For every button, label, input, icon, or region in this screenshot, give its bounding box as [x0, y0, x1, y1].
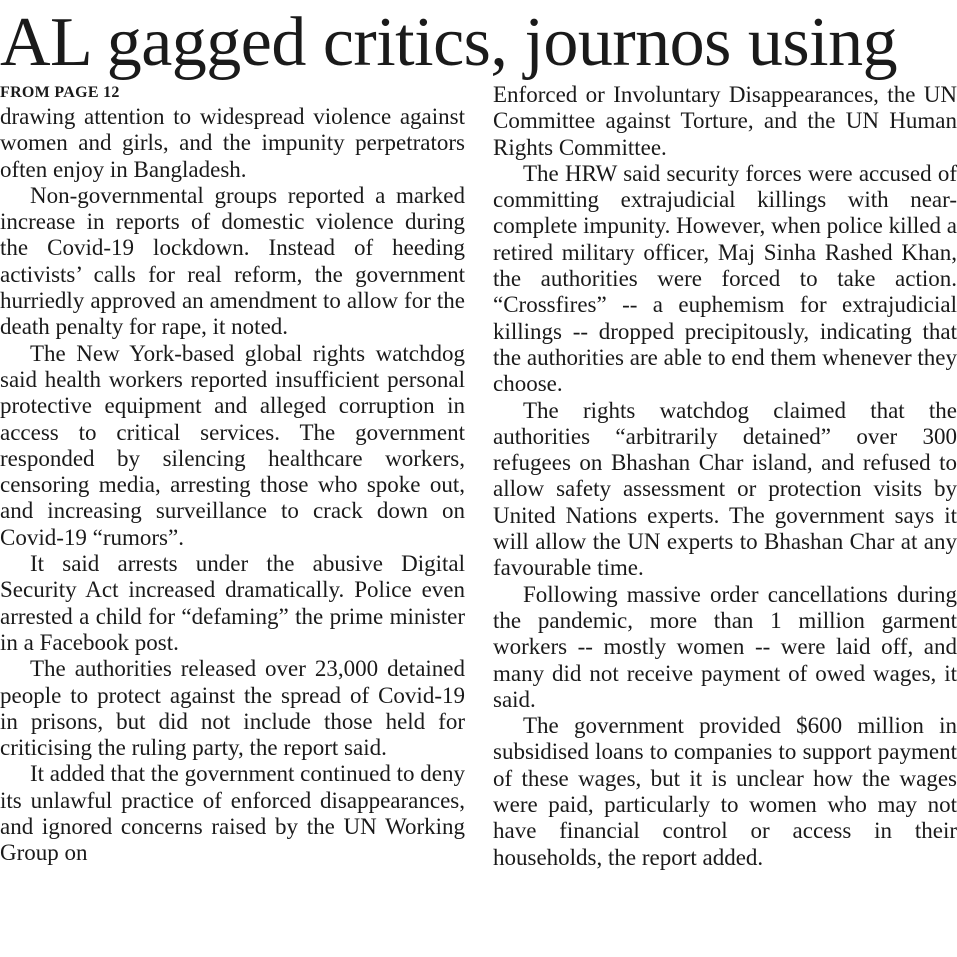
paragraph: Enforced or Involuntary Disappearances, the UN Committee against Torture, and the UN Human Rights Committee. — [493, 82, 957, 160]
paragraph: Following massive order cancellations during the pandemic, more than 1 million garment workers -- mostly women -- were laid off, and many did not receive payment of owed wages, it said. — [493, 581, 957, 712]
article-column-right — [493, 82, 957, 871]
paragraph: It said arrests under the abusive Digital Security Act increased dramatically. Police even arrested a child for “defaming” the prime minister in a Facebook post. — [0, 551, 465, 655]
article-headline: AL gagged critics, journos using — [0, 4, 898, 81]
paragraph: drawing attention to widespread violence against women and girls, and the impunity perpetrators often enjoy in Bangladesh. — [0, 104, 465, 182]
paragraph: The authorities released over 23,000 detained people to protect against the spread of Covid-19 in prisons, but did not include those held for criticising the ruling party, the report said. — [0, 656, 465, 761]
paragraph: The government provided $600 million in subsidised loans to companies to support payment of these wages, but it is unclear how the wages were paid, particularly to women who may not have financial control or access in their households, the report added. — [493, 713, 957, 870]
jump-line: FROM PAGE 12 — [0, 84, 120, 101]
paragraph: Non-governmental groups reported a marked increase in reports of domestic violence during the Covid-19 lockdown. Instead of heeding activists’ calls for real reform, the government hurriedly approved an amendment to allow for the death penalty for rape, it noted. — [0, 182, 465, 340]
paragraph: The New York-based global rights watchdog said health workers reported insufficient personal protective equipment and alleged corruption in access to critical services. The government responded by silencing healthcare workers, censoring media, arresting those who spoke out, and increasing surveillance to crack down on Covid-19 “rumors”. — [0, 340, 465, 550]
paragraph: The rights watchdog claimed that the authorities “arbitrarily detained” over 300 refugees on Bhashan Char island, and refused to allow safety assessment or protection visits by United Nations experts. The government says it will allow the UN experts to Bhashan Char at any favourable time. — [493, 397, 957, 581]
paragraph: It added that the government continued to deny its unlawful practice of enforced disappearances, and ignored concerns raised by the UN Working Group on — [0, 761, 465, 866]
article-column-left — [0, 82, 465, 867]
paragraph: The HRW said security forces were accused of committing extrajudicial killings with near-complete impunity. However, when police killed a retired military officer, Maj Sinha Rashed Khan, the authorities were forced to take action. “Crossfires” -- a euphemism for extrajudicial killings -- dropped precipitously, indicating that the authorities are able to end them whenever they choose. — [493, 160, 957, 397]
